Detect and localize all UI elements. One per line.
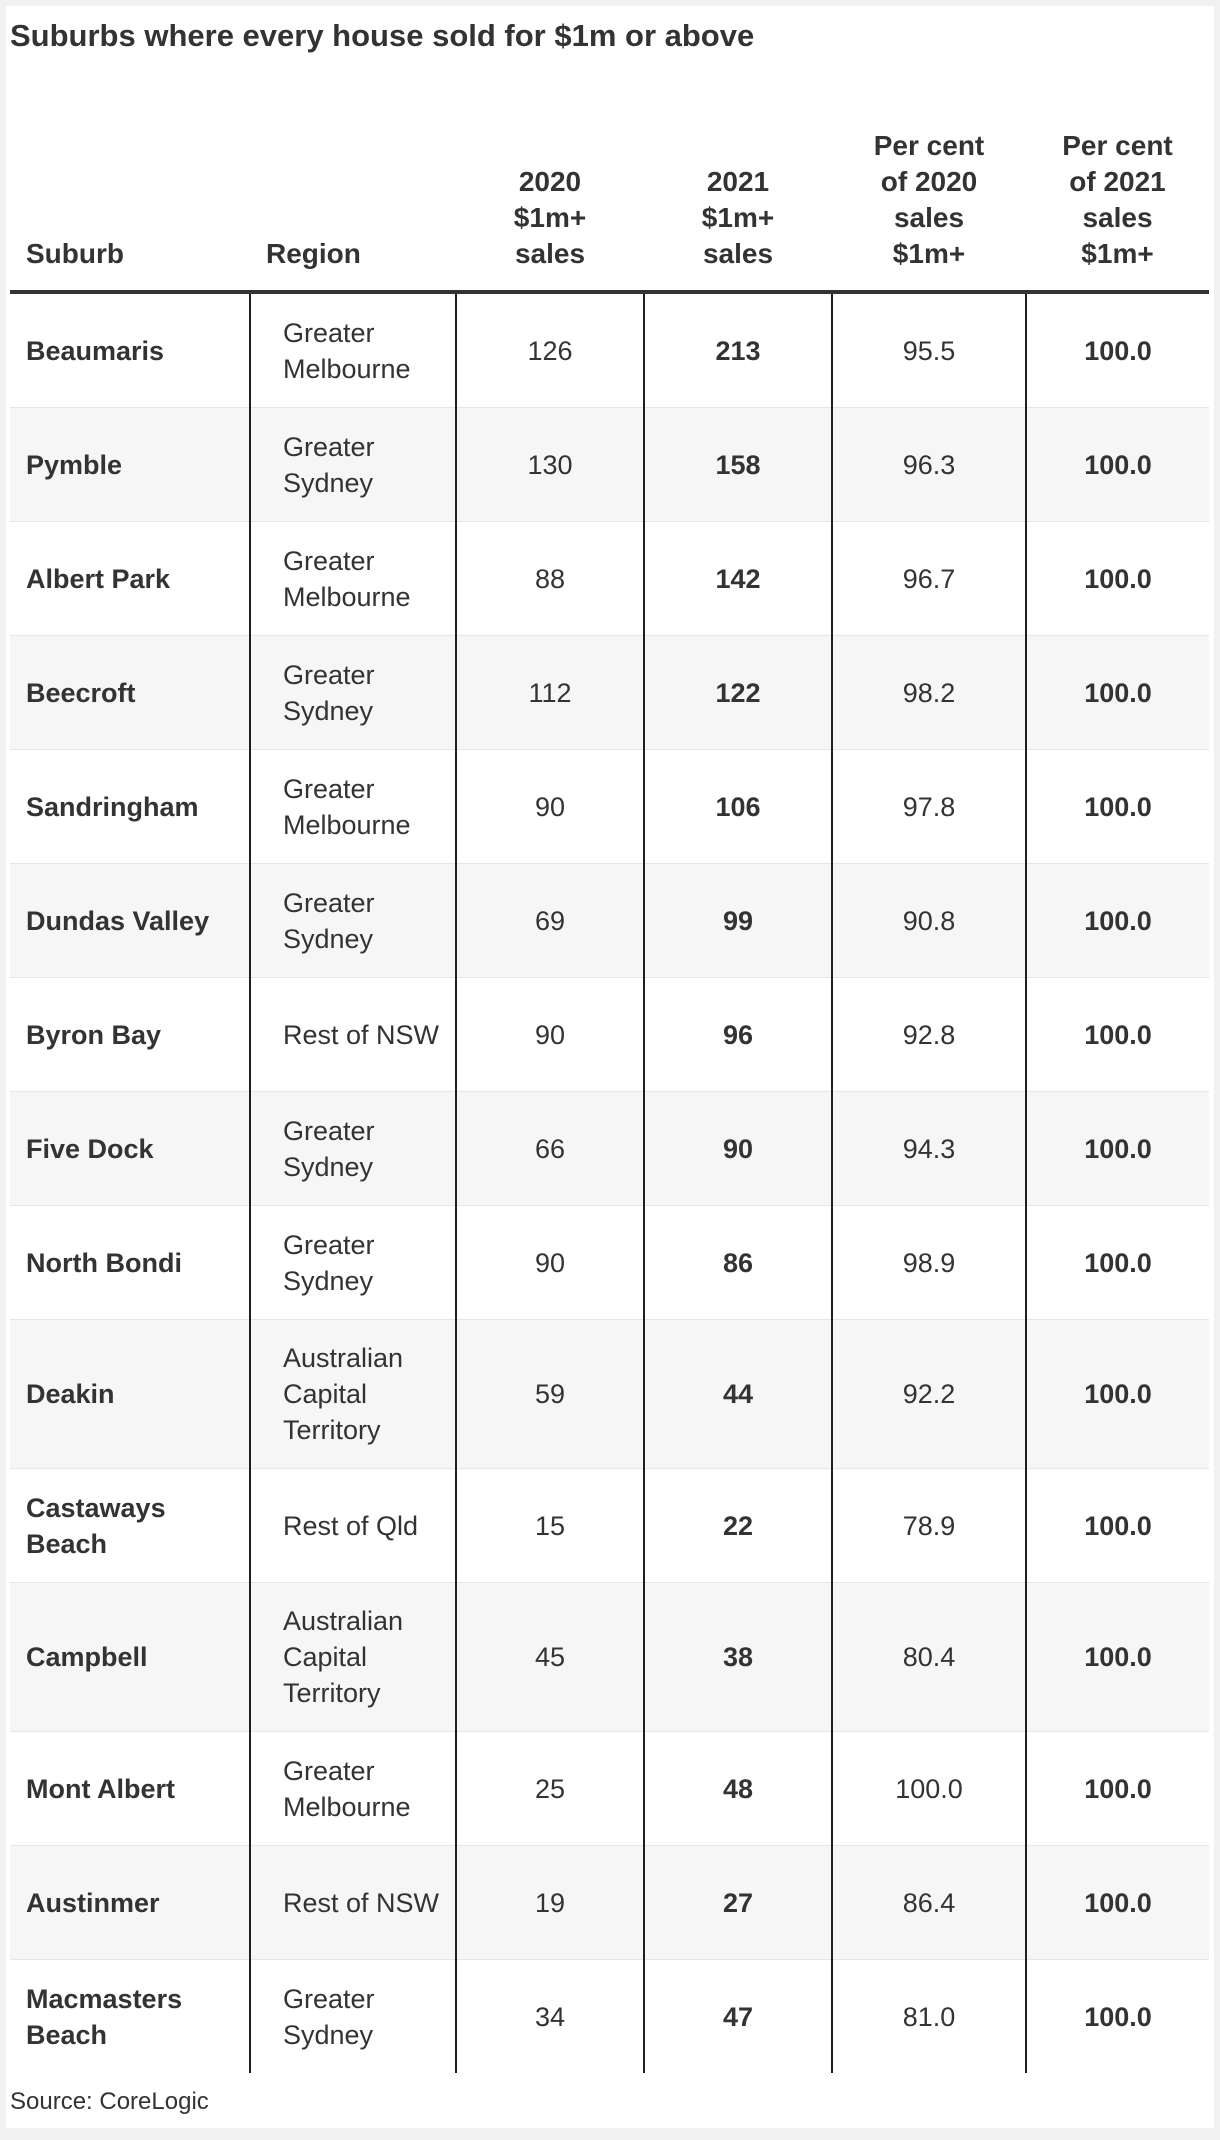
region-cell: Greater Sydney	[250, 1960, 456, 2074]
pct-2020-cell: 92.8	[832, 978, 1026, 1092]
header-2021-sales	[644, 90, 832, 292]
pct-2021-cell: 100.0	[1026, 1206, 1209, 1320]
suburb-cell: North Bondi	[10, 1206, 250, 1320]
header-suburb-line: Suburb	[26, 238, 124, 269]
sales-2020-cell: 34	[456, 1960, 644, 2074]
sales-2021-cell: 142	[644, 522, 832, 636]
header-line: sales	[702, 238, 774, 269]
pct-2020-cell: 96.3	[832, 408, 1026, 522]
header-line: Per cent	[1062, 130, 1173, 161]
pct-2020-cell: 86.4	[832, 1846, 1026, 1960]
header-2020-sales	[456, 90, 644, 292]
sales-2021-cell: 27	[644, 1846, 832, 1960]
suburb-cell: Albert Park	[10, 522, 250, 636]
table-body	[10, 292, 1209, 2073]
region-cell: Greater Sydney	[250, 864, 456, 978]
table-row	[10, 1206, 1209, 1320]
header-line: sales	[893, 202, 965, 233]
pct-2020-cell: 98.2	[832, 636, 1026, 750]
pct-2020-cell: 100.0	[832, 1732, 1026, 1846]
region-cell: Greater Melbourne	[250, 292, 456, 408]
pct-2021-cell: 100.0	[1026, 1469, 1209, 1583]
header-suburb	[10, 90, 250, 292]
sales-2021-cell: 86	[644, 1206, 832, 1320]
pct-2020-cell: 81.0	[832, 1960, 1026, 2074]
sales-2020-cell: 130	[456, 408, 644, 522]
pct-2021-cell: 100.0	[1026, 292, 1209, 408]
sales-2020-cell: 25	[456, 1732, 644, 1846]
sales-2021-cell: 106	[644, 750, 832, 864]
region-cell: Greater Melbourne	[250, 522, 456, 636]
region-cell: Greater Sydney	[250, 1206, 456, 1320]
suburb-cell: Byron Bay	[10, 978, 250, 1092]
page	[6, 6, 1214, 2128]
pct-2020-cell: 78.9	[832, 1469, 1026, 1583]
header-line: sales	[514, 238, 586, 269]
pct-2020-cell: 80.4	[832, 1583, 1026, 1732]
region-cell: Rest of NSW	[250, 1846, 456, 1960]
sales-2021-cell: 158	[644, 408, 832, 522]
sales-2021-cell: 96	[644, 978, 832, 1092]
pct-2020-cell: 97.8	[832, 750, 1026, 864]
pct-2020-cell: 90.8	[832, 864, 1026, 978]
sales-2020-cell: 88	[456, 522, 644, 636]
suburb-cell: Five Dock	[10, 1092, 250, 1206]
pct-2020-cell: 94.3	[832, 1092, 1026, 1206]
header-pct-2020	[832, 90, 1026, 292]
pct-2021-cell: 100.0	[1084, 2001, 1152, 2032]
table-row	[10, 1583, 1209, 1732]
table-row	[10, 1092, 1209, 1206]
suburb-cell: Dundas Valley	[10, 864, 250, 978]
sales-2020-cell: 112	[456, 636, 644, 750]
suburb-cell: Macmasters Beach	[10, 1960, 250, 2074]
sales-2021-cell: 122	[644, 636, 832, 750]
pct-2021-cell: 100.0	[1026, 636, 1209, 750]
sales-2021-cell: 213	[644, 292, 832, 408]
sales-2020-cell: 66	[456, 1092, 644, 1206]
table-row	[10, 1960, 1209, 2074]
table-row	[10, 1320, 1209, 1469]
suburb-cell: Pymble	[10, 408, 250, 522]
suburb-cell: Beaumaris	[10, 292, 250, 408]
header-line: $1m+	[701, 202, 775, 233]
header-region-line: Region	[266, 238, 361, 269]
table-row	[10, 292, 1209, 408]
table-row	[10, 864, 1209, 978]
header-line: $1m+	[1081, 238, 1154, 269]
sales-2020-cell: 90	[456, 978, 644, 1092]
suburb-cell: Beecroft	[10, 636, 250, 750]
pct-2021-cell: 100.0	[1026, 408, 1209, 522]
header-row	[10, 90, 1209, 292]
region-cell: Greater Melbourne	[250, 1732, 456, 1846]
table-row	[10, 750, 1209, 864]
sales-2020-cell: 69	[456, 864, 644, 978]
suburb-cell: Deakin	[10, 1320, 250, 1469]
header-line: 2020	[518, 166, 582, 197]
sales-2020-cell: 126	[456, 292, 644, 408]
sales-2021-cell: 22	[644, 1469, 832, 1583]
header-line: of 2020	[880, 166, 978, 197]
sales-2020-cell: 45	[456, 1583, 644, 1732]
table-row	[10, 408, 1209, 522]
table-row	[10, 522, 1209, 636]
pct-2021-cell: 100.0	[1026, 1320, 1209, 1469]
region-cell: Rest of NSW	[250, 978, 456, 1092]
table-row	[10, 1469, 1209, 1583]
suburb-cell: Sandringham	[10, 750, 250, 864]
sales-2021-cell: 47	[644, 1960, 832, 2074]
header-line: $1m+	[892, 238, 966, 269]
table-title: Suburbs where every house sold for $1m or above	[10, 18, 755, 53]
suburb-cell: Austinmer	[10, 1846, 250, 1960]
header-line: 2021	[706, 166, 770, 197]
region-cell: Greater Sydney	[250, 1092, 456, 1206]
header-line: Per cent	[873, 130, 985, 161]
region-cell: Greater Melbourne	[250, 750, 456, 864]
suburb-cell: Mont Albert	[10, 1732, 250, 1846]
source-note: Source: CoreLogic	[10, 2088, 209, 2115]
pct-2021-cell: 100.0	[1026, 978, 1209, 1092]
header-region	[250, 90, 456, 292]
header-line: of 2021	[1069, 166, 1166, 197]
region-cell: Greater Sydney	[250, 636, 456, 750]
header-pct-2021	[1026, 90, 1209, 292]
sales-2021-cell: 44	[644, 1320, 832, 1469]
pct-2020-cell: 95.5	[832, 292, 1026, 408]
sales-2021-cell: 48	[644, 1732, 832, 1846]
pct-2020-cell: 98.9	[832, 1206, 1026, 1320]
table-row	[10, 1846, 1209, 1960]
pct-2021-cell: 100.0	[1026, 864, 1209, 978]
pct-2021-cell: 100.0	[1026, 750, 1209, 864]
sales-2021-cell: 90	[644, 1092, 832, 1206]
sales-2020-cell: 90	[456, 750, 644, 864]
pct-2021-cell: 100.0	[1026, 1732, 1209, 1846]
suburbs-table	[10, 90, 1209, 2073]
region-cell: Australian Capital Territory	[250, 1320, 456, 1469]
sales-2020-cell: 19	[456, 1846, 644, 1960]
table-header	[10, 90, 1209, 292]
table-row	[10, 978, 1209, 1092]
pct-2021-cell: 100.0	[1026, 1846, 1209, 1960]
pct-2020-cell: 96.7	[832, 522, 1026, 636]
region-cell: Rest of Qld	[250, 1469, 456, 1583]
sales-2020-cell: 90	[456, 1206, 644, 1320]
sales-2021-cell: 38	[644, 1583, 832, 1732]
pct-2021-cell: 100.0	[1026, 522, 1209, 636]
region-cell: Australian Capital Territory	[250, 1583, 456, 1732]
region-cell: Greater Sydney	[250, 408, 456, 522]
sales-2020-cell: 59	[456, 1320, 644, 1469]
sales-2020-cell: 15	[456, 1469, 644, 1583]
header-line: sales	[1082, 202, 1153, 233]
sales-2021-cell: 99	[644, 864, 832, 978]
pct-2021-cell: 100.0	[1026, 1092, 1209, 1206]
table-row	[10, 1732, 1209, 1846]
suburb-cell: Campbell	[10, 1583, 250, 1732]
header-line: $1m+	[513, 202, 587, 233]
pct-2021-cell: 100.0	[1026, 1583, 1209, 1732]
suburb-cell: Castaways Beach	[10, 1469, 250, 1583]
table-row	[10, 636, 1209, 750]
pct-2020-cell: 92.2	[832, 1320, 1026, 1469]
